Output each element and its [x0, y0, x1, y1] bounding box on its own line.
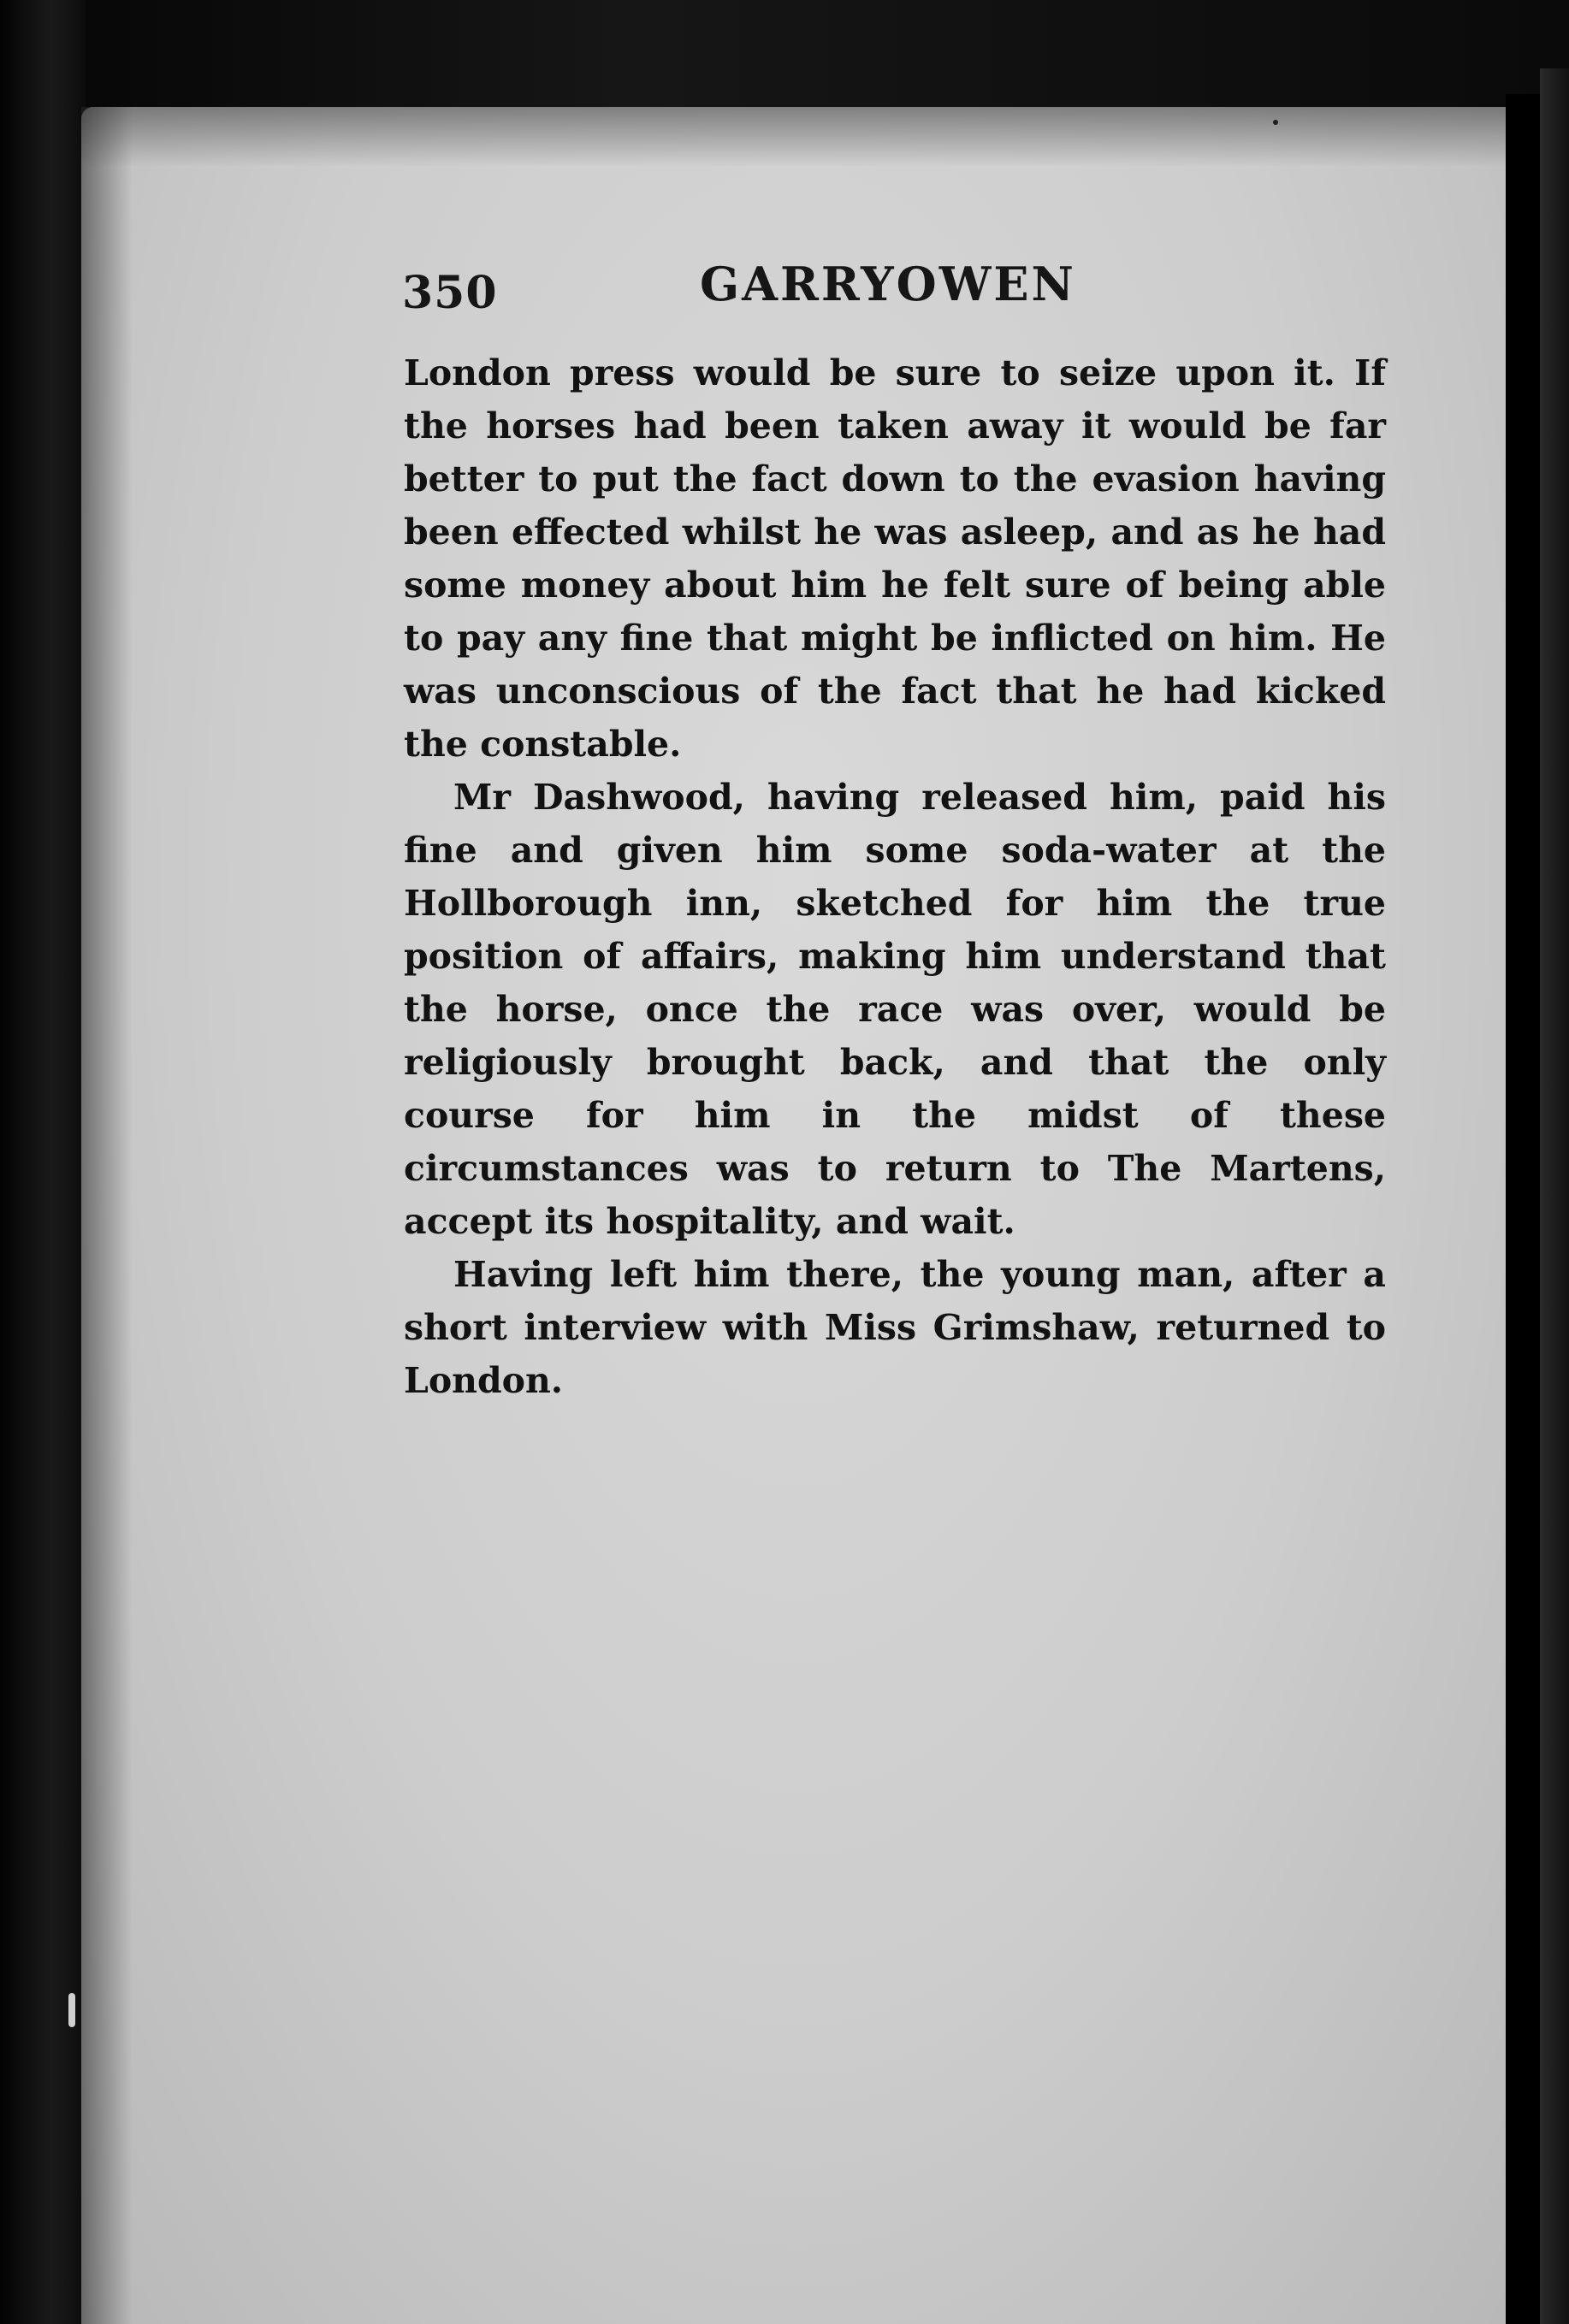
facing-page-edge [1540, 68, 1569, 2324]
page-left-shadow [81, 107, 133, 2324]
running-head: GARRYOWEN [700, 257, 1076, 311]
left-gutter [0, 0, 86, 2324]
page-header [402, 257, 1386, 334]
page-number: 350 [402, 267, 498, 319]
page-top-shadow [81, 107, 1508, 167]
body-text [404, 346, 1386, 1407]
paragraph: Having left him there, the young man, after a short interview with Miss Grimshaw, returned to London. [404, 1254, 1386, 1401]
scan-speck [68, 1993, 75, 2027]
page-gutter-bar [1506, 94, 1540, 2324]
paragraph: Mr Dashwood, having released him, paid his fine and given him some soda-water at the Hollborough inn, sketched for him the true position of affairs, making him understand that the horse, once the race was over, would be religiously brought back, and that the only course for him in the midst of these circumstances was to return to The Martens, accept its hospitality, and wait. [404, 777, 1386, 1242]
scan-speck [1273, 120, 1278, 125]
paragraph-continuation: London press would be sure to seize upon it. If the horses had been taken away it would be far better to put the fact down to the evasion having been effected whilst he was asleep, and as he had some money about him he felt sure of being able to pay any fine that might be inflicted on him. He was unconscious of the fact that he had kicked the constable. [404, 352, 1386, 765]
